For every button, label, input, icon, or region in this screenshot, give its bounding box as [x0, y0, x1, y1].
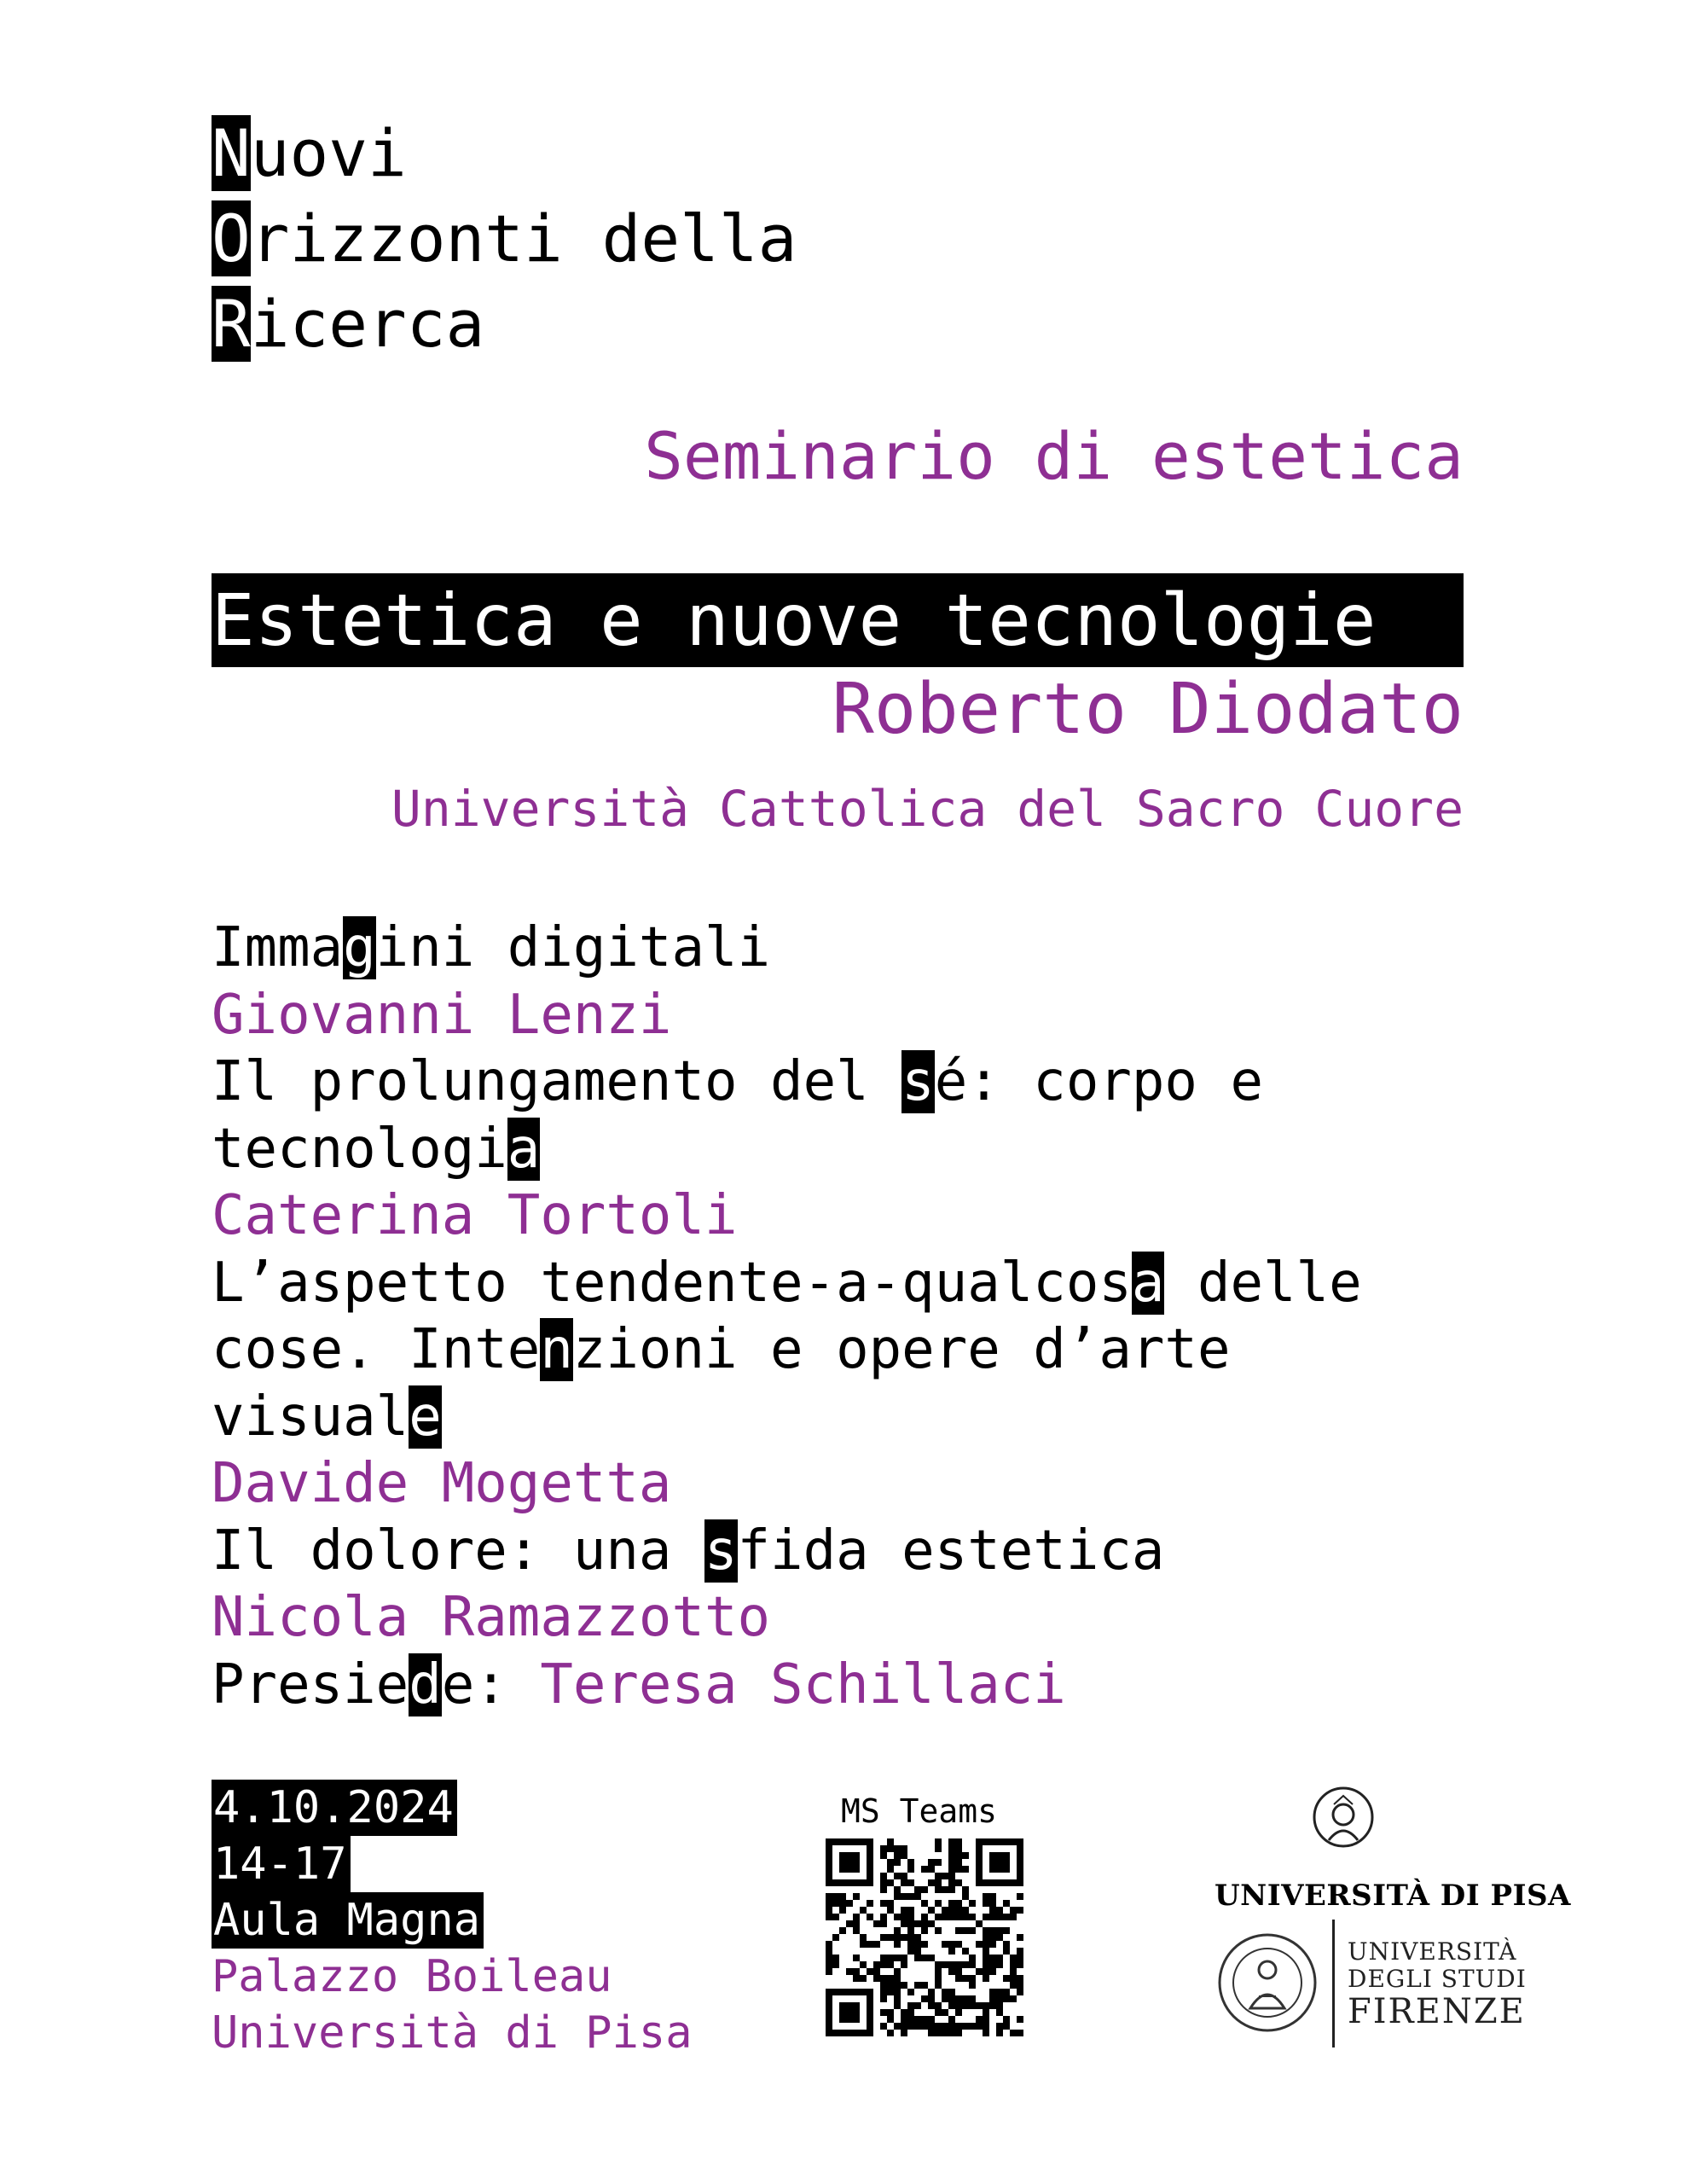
- logo-divider: [1332, 1920, 1335, 2048]
- event-building: Palazzo Boileau: [212, 1951, 612, 2002]
- keynote-speaker: Roberto Diodato: [832, 669, 1464, 750]
- acronym-letter: N: [212, 115, 251, 191]
- talk-title: Il dolore: una sfida estetica: [212, 1519, 1165, 1583]
- keynote-affiliation: Università Cattolica del Sacro Cuore: [391, 780, 1464, 838]
- pisa-seal-icon: [1296, 1770, 1390, 1864]
- talk-title: Il prolungamento del sé: corpo e: [212, 1050, 1263, 1113]
- talk-title-continued: cose. Intenzioni e opere d’arte: [212, 1318, 1231, 1381]
- series-title-line-3: Ricerca: [212, 286, 485, 362]
- chair-name: Teresa Schillaci: [540, 1653, 1066, 1716]
- talk-title-continued: tecnologia: [212, 1117, 541, 1181]
- talk-title: L’aspetto tendente-a-qualcosa delle: [212, 1251, 1362, 1315]
- series-title: [212, 111, 797, 367]
- talk-speaker: Caterina Tortoli: [212, 1184, 738, 1247]
- qr-code-icon[interactable]: [826, 1838, 1023, 2036]
- event-date: 4.10.2024: [212, 1780, 457, 1836]
- pisa-logo-text: UNIVERSITÀ DI PISA: [1215, 1879, 1571, 1913]
- seminar-label: Seminario di estetica: [644, 418, 1464, 494]
- acronym-letter: O: [212, 200, 251, 276]
- event-title: Estetica e nuove tecnologie: [212, 573, 1464, 667]
- event-room: Aula Magna: [212, 1892, 484, 1949]
- series-title-line-2: Orizzonti della: [212, 200, 797, 276]
- firenze-logo-text: UNIVERSITÀ DEGLI STUDI FIRENZE: [1348, 1937, 1527, 2031]
- talk-title: Immagini digitali: [212, 916, 771, 979]
- event-info: [212, 1780, 693, 2061]
- series-title-line-1: Nuovi: [212, 115, 407, 191]
- firenze-seal-icon: [1208, 1923, 1327, 2042]
- program-list: [212, 915, 1362, 1718]
- acronym-letter: R: [212, 286, 251, 362]
- talk-speaker: Giovanni Lenzi: [212, 983, 672, 1047]
- event-time: 14-17: [212, 1836, 351, 1892]
- talk-title-continued: visuale: [212, 1385, 442, 1449]
- talk-speaker: Nicola Ramazzotto: [212, 1586, 771, 1649]
- chair-line: Presiede: Teresa Schillaci: [212, 1653, 1066, 1716]
- ms-teams-label: MS Teams: [841, 1792, 998, 1830]
- talk-speaker: Davide Mogetta: [212, 1452, 672, 1515]
- event-institution: Università di Pisa: [212, 2007, 693, 2059]
